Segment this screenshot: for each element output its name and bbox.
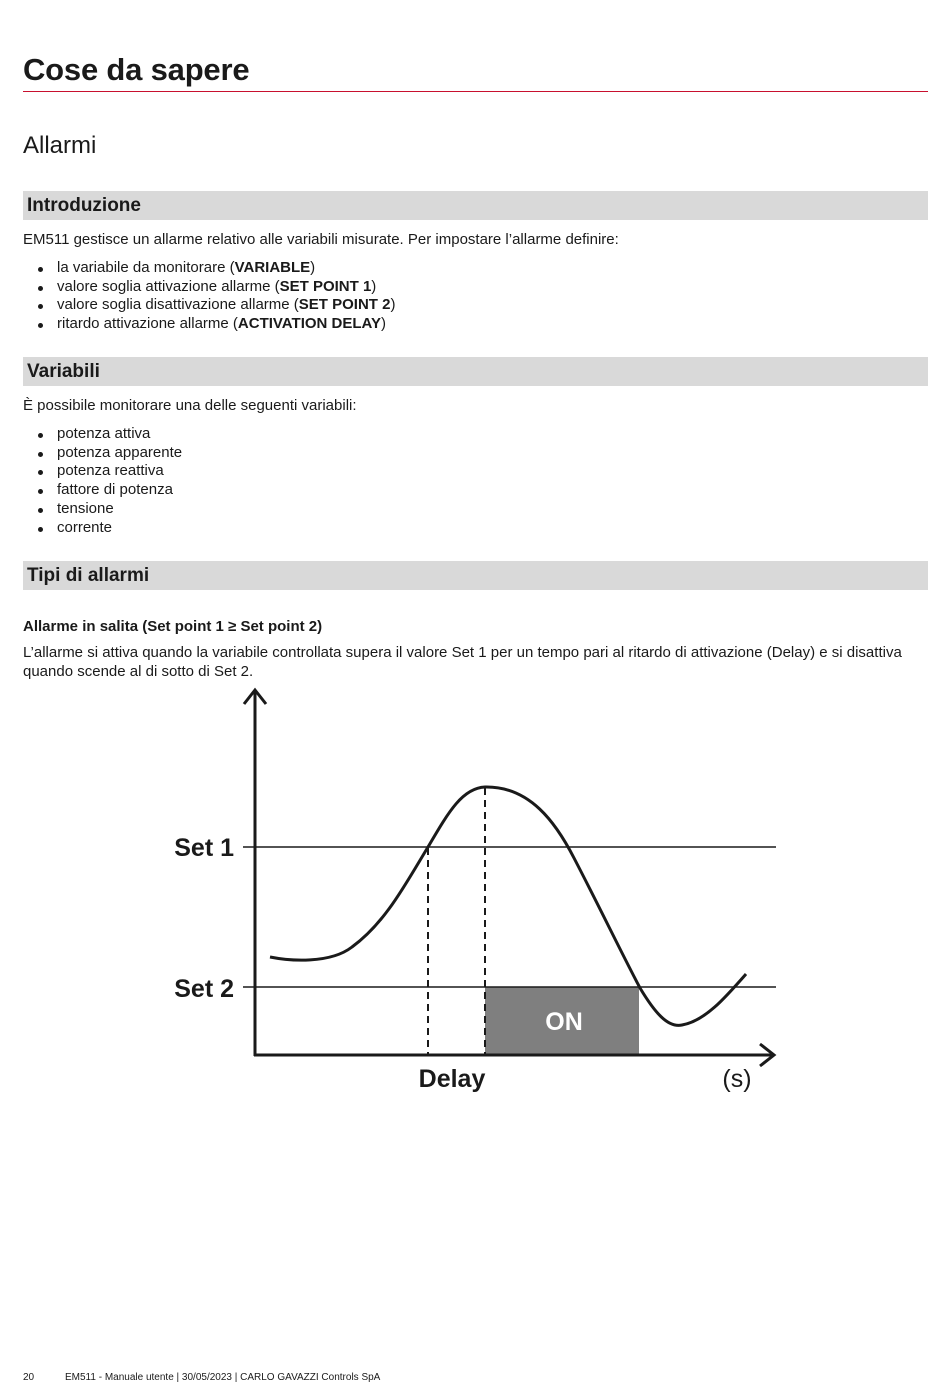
- variables-text: È possibile monitorare una delle seguenti variabili:: [23, 397, 357, 414]
- rising-alarm-text: L’allarme si attiva quando la variabile controllata supera il valore Set 1 per un tempo pari al ritardo di attivazione (Delay) e si disattiva quando scende al di sotto di Set 2.: [23, 644, 902, 680]
- variables-list: [23, 425, 182, 537]
- footer: [23, 1372, 380, 1383]
- set2-label: Set 2: [174, 975, 234, 1003]
- footer-text: EM511 - Manuale utente | 30/05/2023 | CARLO GAVAZZI Controls SpA: [65, 1372, 381, 1383]
- time-unit-label: (s): [722, 1065, 752, 1093]
- list-item: fattore di potenza: [23, 481, 182, 500]
- page-title: Cose da sapere: [23, 52, 250, 87]
- set1-label: Set 1: [174, 834, 234, 862]
- section-title: Allarmi: [23, 132, 97, 159]
- list-item: tensione: [23, 500, 182, 519]
- alarm-types-heading: Tipi di allarmi: [23, 561, 928, 590]
- intro-list: [23, 259, 395, 334]
- delay-label: Delay: [418, 1065, 486, 1093]
- page-number: 20: [23, 1372, 35, 1383]
- list-item: valore soglia attivazione allarme (SET POINT 1): [23, 278, 395, 297]
- title-divider: [23, 91, 928, 92]
- list-item: potenza apparente: [23, 444, 182, 463]
- list-item: ritardo attivazione allarme (ACTIVATION DELAY): [23, 315, 395, 334]
- intro-heading: Introduzione: [23, 191, 928, 220]
- list-item: la variabile da monitorare (VARIABLE): [23, 259, 395, 278]
- list-item: potenza attiva: [23, 425, 182, 444]
- intro-text: EM511 gestisce un allarme relativo alle variabili misurate. Per impostare l’allarme definire:: [23, 231, 619, 248]
- list-item: valore soglia disattivazione allarme (SET POINT 2): [23, 296, 395, 315]
- rising-alarm-subheading: Allarme in salita (Set point 1 ≥ Set point 2): [23, 618, 323, 635]
- list-item: corrente: [23, 519, 182, 538]
- list-item: potenza reattiva: [23, 462, 182, 481]
- on-label: ON: [545, 1008, 583, 1036]
- variables-heading: Variabili: [23, 357, 928, 386]
- alarm-diagram: [0, 680, 950, 1110]
